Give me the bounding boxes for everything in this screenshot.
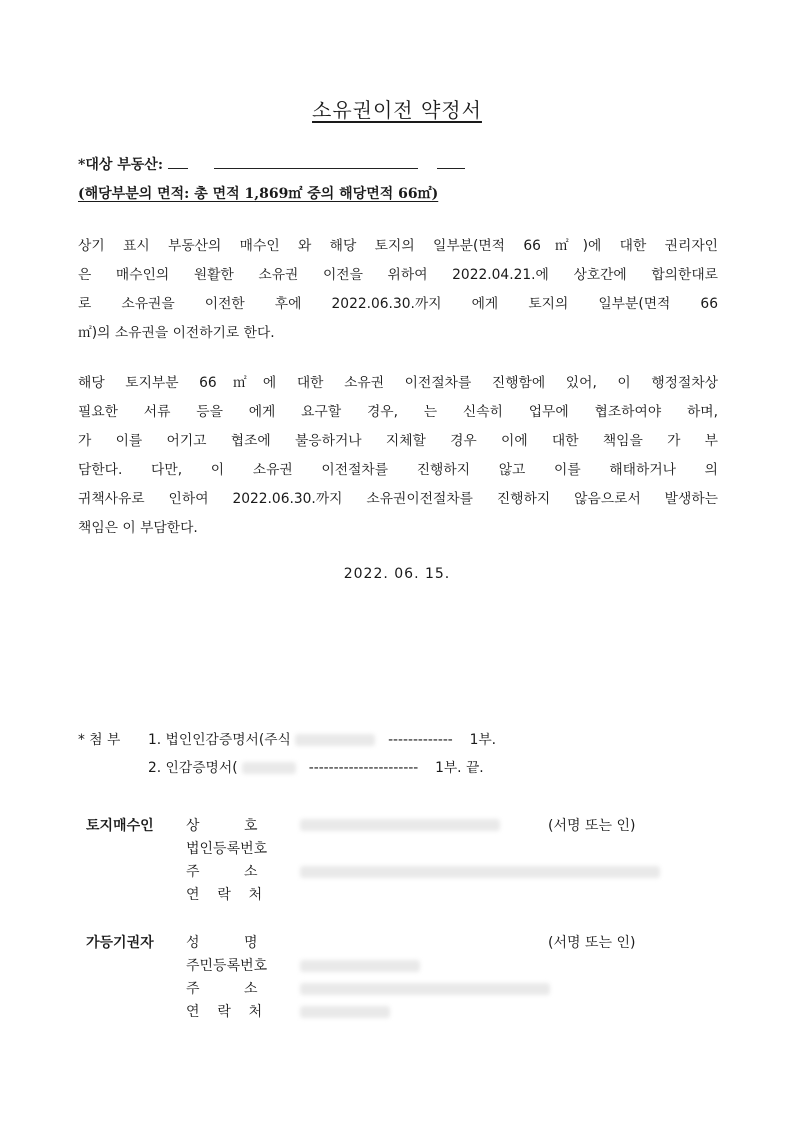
attachment-count: 1부. (469, 732, 497, 748)
attachments-prefix: * 첨 부 (78, 732, 121, 748)
buyer-field-company: 상 호 (186, 818, 258, 834)
registrant-field-id-no: 주민등록번호 (186, 958, 268, 974)
subject-property-line (78, 154, 465, 174)
buyer-field-address: 주 소 (186, 864, 258, 880)
paragraph-1-line: 로 소유권을 이전한 후에 2022.06.30.까지 에게 토지의 일부분(면적 66 (78, 296, 718, 312)
redacted-area (300, 983, 550, 995)
document-date: 2022. 06. 15. (343, 566, 451, 582)
document-title-text: 소유권이전 약정서 (312, 98, 482, 122)
attachment-label: 1. 법인인감증명서(주식 (148, 732, 291, 748)
registrant-field-address: 주 소 (186, 981, 258, 997)
paragraph-1 (78, 232, 718, 348)
subject-underline-3 (437, 154, 465, 169)
registrant-field-name: 성 명 (186, 935, 258, 951)
redacted-area (300, 866, 660, 878)
buyer-signature-note: (서명 또는 인) (548, 818, 636, 834)
buyer-field-contact: 연 락 처 (186, 887, 263, 903)
redacted-area (300, 1006, 390, 1018)
attachment-item-2 (148, 756, 484, 776)
registrant-role-label: 가등기권자 (86, 935, 154, 951)
redacted-area (242, 762, 296, 774)
attachment-dashes: ---------------------- (308, 760, 419, 776)
paragraph-2 (78, 369, 718, 543)
attachment-count: 1부. 끝. (435, 760, 484, 776)
subject-property-label: *대상 부동산: (78, 157, 163, 173)
paragraph-2-line: 책임은 이 부담한다. (78, 520, 198, 536)
registrant-signature-note: (서명 또는 인) (548, 935, 636, 951)
redacted-area (300, 960, 420, 972)
attachment-dashes: ------------- (388, 732, 453, 748)
paragraph-1-line: 상기 표시 부동산의 매수인 와 해당 토지의 일부분(면적 66㎡)에 대한 권리자인 (78, 238, 718, 254)
subject-underline-2 (214, 154, 418, 169)
attachment-label: 2. 인감증명서( (148, 760, 238, 776)
paragraph-1-line: 은 매수인의 원활한 소유권 이전을 위하여 2022.04.21.에 상호간에 합의한대로 (78, 267, 718, 283)
document-title (0, 94, 794, 123)
paragraph-2-line: 필요한 서류 등을 에게 요구할 경우, 는 신속히 업무에 협조하여야 하며, (78, 404, 718, 420)
attachment-item-1 (148, 728, 496, 748)
paragraph-2-line: 담한다. 다만, 이 소유권 이전절차를 진행하지 않고 이를 해태하거나 의 (78, 462, 718, 478)
area-line: (해당부분의 면적: 총 면적 1,869㎡ 중의 해당면적 66㎡) (78, 186, 439, 202)
paragraph-2-line: 가 이를 어기고 협조에 불응하거나 지체할 경우 이에 대한 책임을 가 부 (78, 433, 718, 449)
buyer-role-label: 토지매수인 (86, 818, 154, 834)
paragraph-2-line: 해당 토지부분 66㎡에 대한 소유권 이전절차를 진행함에 있어, 이 행정절차상 (78, 375, 718, 391)
paragraph-2-line: 귀책사유로 인하여 2022.06.30.까지 소유권이전절차를 진행하지 않음으로서 발생하는 (78, 491, 718, 507)
subject-underline-1 (168, 154, 188, 169)
redacted-area (300, 819, 500, 831)
paragraph-1-line: ㎡)의 소유권을 이전하기로 한다. (78, 325, 275, 341)
redacted-area (295, 734, 375, 746)
registrant-field-contact: 연 락 처 (186, 1004, 263, 1020)
buyer-field-reg-no: 법인등록번호 (186, 841, 268, 857)
